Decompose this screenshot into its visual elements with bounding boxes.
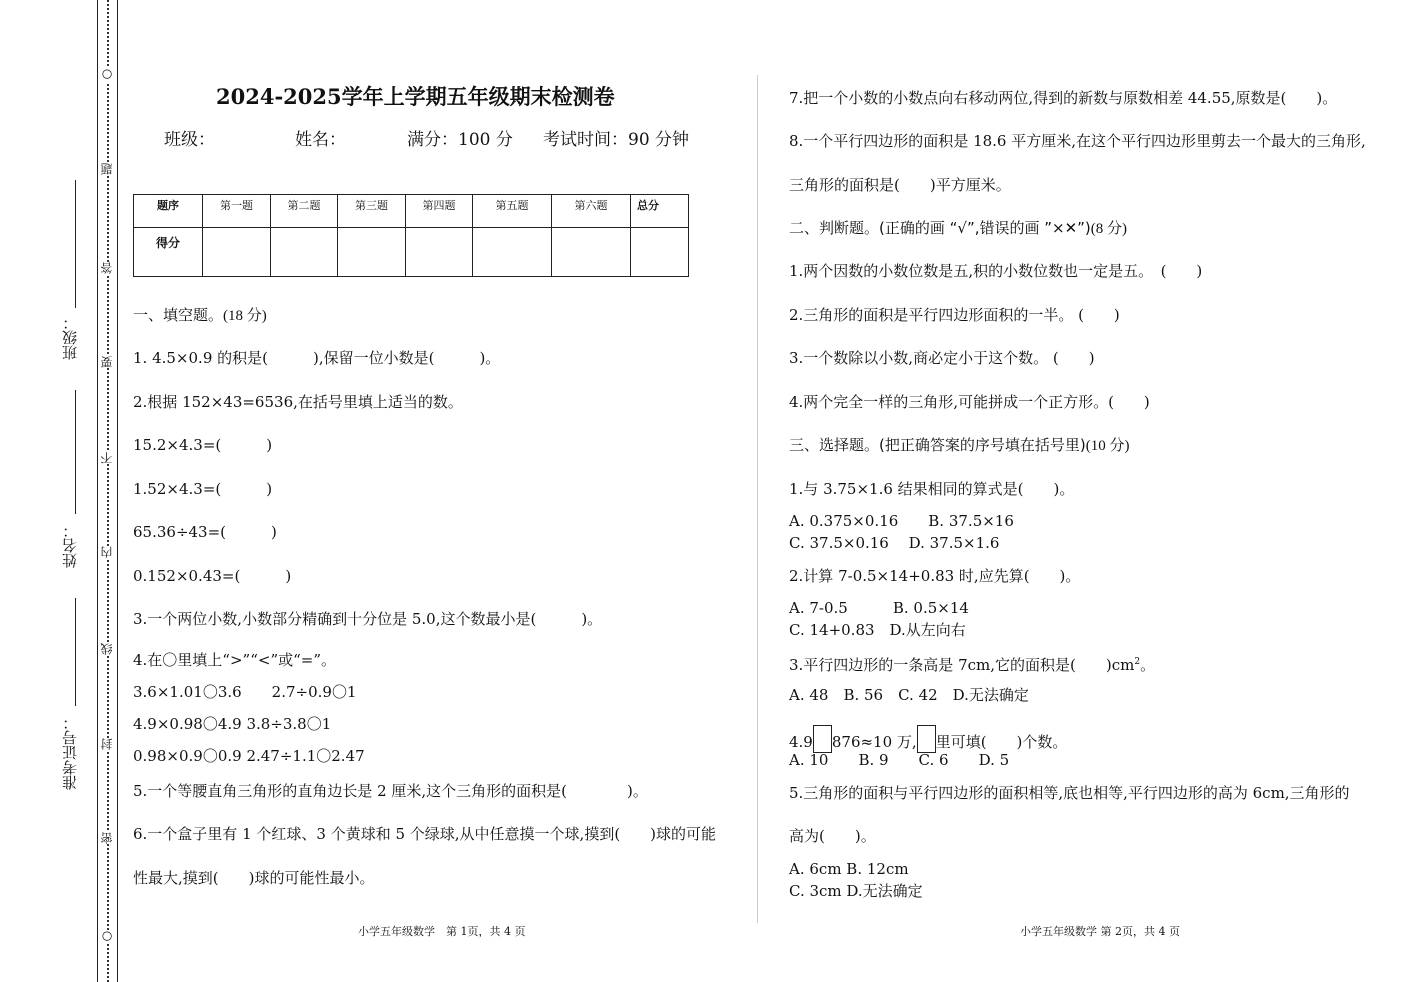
seal-char: 要 bbox=[100, 356, 114, 368]
score-cell[interactable] bbox=[203, 228, 271, 277]
margin-class-label: 班级： bbox=[63, 315, 79, 360]
score-cell[interactable] bbox=[631, 228, 689, 277]
choice-question-2: 2.计算 7-0.5×14+0.83 时,应先算( )。 bbox=[789, 567, 1081, 585]
c4-text-b: 876≈10 万, bbox=[831, 733, 917, 751]
section-title-text: 一、填空题。 bbox=[133, 306, 224, 324]
choice-question-3 bbox=[789, 653, 1155, 674]
score-header-cell: 第六题 bbox=[552, 195, 631, 228]
full-score: 满分：100 分 bbox=[407, 130, 513, 150]
score-header-cell: 第三题 bbox=[338, 195, 406, 228]
section-score: (18 分) bbox=[223, 308, 267, 324]
question-2-item: 0.152×0.43=( ) bbox=[133, 567, 292, 585]
seal-char: 题 bbox=[100, 163, 114, 175]
question-2-item: 65.36÷43=( ) bbox=[133, 523, 277, 541]
seal-char: ○ bbox=[100, 68, 114, 82]
score-cell[interactable] bbox=[338, 228, 406, 277]
section-score: (8 分) bbox=[1090, 221, 1128, 237]
choice-options: A. 6cm B. 12cm bbox=[789, 860, 909, 878]
question-7: 7.把一个小数的小数点向右移动两位,得到的新数与原数相差 44.55,原数是( )。 bbox=[789, 89, 1338, 107]
question-8-line1: 8.一个平行四边形的面积是 18.6 平方厘米,在这个平行四边形里剪去一个最大的三角形, bbox=[789, 132, 1366, 150]
exam-time: 考试时间：90 分钟 bbox=[543, 130, 690, 150]
score-header-cell: 题序 bbox=[134, 195, 203, 228]
question-3: 3.一个两位小数,小数部分精确到十分位是 5.0,这个数最小是( )。 bbox=[133, 610, 603, 628]
margin-name-line bbox=[75, 390, 76, 514]
choice-question-4 bbox=[789, 725, 1067, 753]
judge-question: 2.三角形的面积是平行四边形面积的一半。 ( ) bbox=[789, 306, 1120, 324]
margin-line-left bbox=[97, 0, 98, 982]
score-cell[interactable] bbox=[406, 228, 473, 277]
score-header-cell: 第四题 bbox=[406, 195, 473, 228]
seal-char: 不 bbox=[100, 452, 114, 464]
page-footer-right: 小学五年级数学 第 2页，共 4 页 bbox=[1020, 925, 1180, 938]
seal-char: 内 bbox=[100, 546, 114, 558]
page-title: 2024-2025学年上学期五年级期末检测卷 bbox=[216, 84, 615, 109]
name-field: 姓名： bbox=[295, 130, 346, 150]
score-cell[interactable] bbox=[552, 228, 631, 277]
choice-question-1: 1.与 3.75×1.6 结果相同的算式是( )。 bbox=[789, 480, 1075, 498]
question-4-item: 0.98×0.9〇0.9 2.47÷1.1〇2.47 bbox=[133, 747, 365, 765]
score-row-label: 得分 bbox=[134, 228, 203, 277]
seal-char: 密 bbox=[100, 832, 114, 844]
judge-question: 1.两个因数的小数位数是五,积的小数位数也一定是五。 ( ) bbox=[789, 262, 1203, 280]
judge-question: 4.两个完全一样的三角形,可能拼成一个正方形。( ) bbox=[789, 393, 1150, 411]
choice-options: C. 37.5×0.16 D. 37.5×1.6 bbox=[789, 534, 1000, 552]
seal-char: 线 bbox=[100, 643, 114, 655]
choice-options: A. 10 B. 9 C. 6 D. 5 bbox=[789, 751, 1010, 769]
choice-options: A. 7-0.5 B. 0.5×14 bbox=[789, 599, 969, 617]
question-8-line2: 三角形的面积是( )平方厘米。 bbox=[789, 176, 1011, 194]
choice-options: C. 3cm D.无法确定 bbox=[789, 882, 923, 900]
question-2: 2.根据 152×43=6536,在括号里填上适当的数。 bbox=[133, 393, 463, 411]
score-cell[interactable] bbox=[473, 228, 552, 277]
section-title-text: 二、判断题。(正确的画 “√”,错误的画 ”×✕”) bbox=[789, 219, 1091, 237]
score-table bbox=[133, 194, 689, 277]
class-field: 班级： bbox=[164, 130, 215, 150]
question-6-line1: 6.一个盒子里有 1 个红球、3 个黄球和 5 个绿球,从中任意摸一个球,摸到( )球的可能 bbox=[133, 825, 717, 843]
question-4-item: 3.6×1.01〇3.6 2.7÷0.9〇1 bbox=[133, 683, 357, 701]
choice-options: C. 14+0.83 D.从左向右 bbox=[789, 621, 966, 639]
score-header-cell: 第二题 bbox=[271, 195, 338, 228]
seal-char: ○ bbox=[100, 930, 114, 944]
judge-question: 3.一个数除以小数,商必定小于这个数。 ( ) bbox=[789, 349, 1095, 367]
margin-class-line bbox=[75, 180, 76, 308]
question-2-item: 1.52×4.3=( ) bbox=[133, 480, 273, 498]
seal-char: 封 bbox=[100, 738, 114, 750]
c4-text-a: 4.9 bbox=[789, 733, 813, 751]
question-1: 1. 4.5×0.9 的积是( ),保留一位小数是( )。 bbox=[133, 349, 501, 367]
section-judge-title bbox=[789, 219, 1127, 238]
margin-id-label: 准考证号： bbox=[63, 715, 79, 790]
c4-text-c: 里可填( )个数。 bbox=[935, 733, 1068, 751]
score-header-cell: 第一题 bbox=[203, 195, 271, 228]
c3-superscript: 2 bbox=[1134, 657, 1141, 667]
score-header-cell: 总分 bbox=[631, 195, 689, 228]
margin-id-line bbox=[75, 598, 76, 706]
c3-text: 3.平行四边形的一条高是 7cm,它的面积是( )cm bbox=[789, 656, 1135, 674]
blank-box[interactable] bbox=[813, 725, 832, 753]
choice-options: A. 48 B. 56 C. 42 D.无法确定 bbox=[789, 686, 1029, 704]
seal-char: 答 bbox=[100, 262, 114, 274]
question-5: 5.一个等腰直角三角形的直角边长是 2 厘米,这个三角形的面积是( )。 bbox=[133, 782, 648, 800]
section-fill-title bbox=[133, 306, 267, 325]
choice-options: A. 0.375×0.16 B. 37.5×16 bbox=[789, 512, 1014, 530]
question-6-line2: 性最大,摸到( )球的可能性最小。 bbox=[133, 869, 375, 887]
blank-box[interactable] bbox=[917, 725, 936, 753]
score-cell[interactable] bbox=[271, 228, 338, 277]
score-header-cell: 第五题 bbox=[473, 195, 552, 228]
margin-line-right bbox=[117, 0, 118, 982]
page-footer-left: 小学五年级数学 第 1页，共 4 页 bbox=[358, 925, 526, 938]
choice-question-5-line2: 高为( )。 bbox=[789, 827, 876, 845]
question-4: 4.在〇里填上“>”“<”或“=”。 bbox=[133, 651, 337, 669]
page-divider bbox=[757, 75, 758, 923]
choice-question-5-line1: 5.三角形的面积与平行四边形的面积相等,底也相等,平行四边形的高为 6cm,三角形的 bbox=[789, 784, 1350, 802]
question-4-item: 4.9×0.98〇4.9 3.8÷3.8〇1 bbox=[133, 715, 332, 733]
section-title-text: 三、选择题。(把正确答案的序号填在括号里) bbox=[789, 436, 1086, 454]
section-score: (10 分) bbox=[1085, 438, 1130, 454]
section-choice-title bbox=[789, 436, 1129, 455]
question-2-item: 15.2×4.3=( ) bbox=[133, 436, 273, 454]
margin-name-label: 姓名： bbox=[63, 523, 79, 568]
c3-end: 。 bbox=[1140, 656, 1156, 674]
